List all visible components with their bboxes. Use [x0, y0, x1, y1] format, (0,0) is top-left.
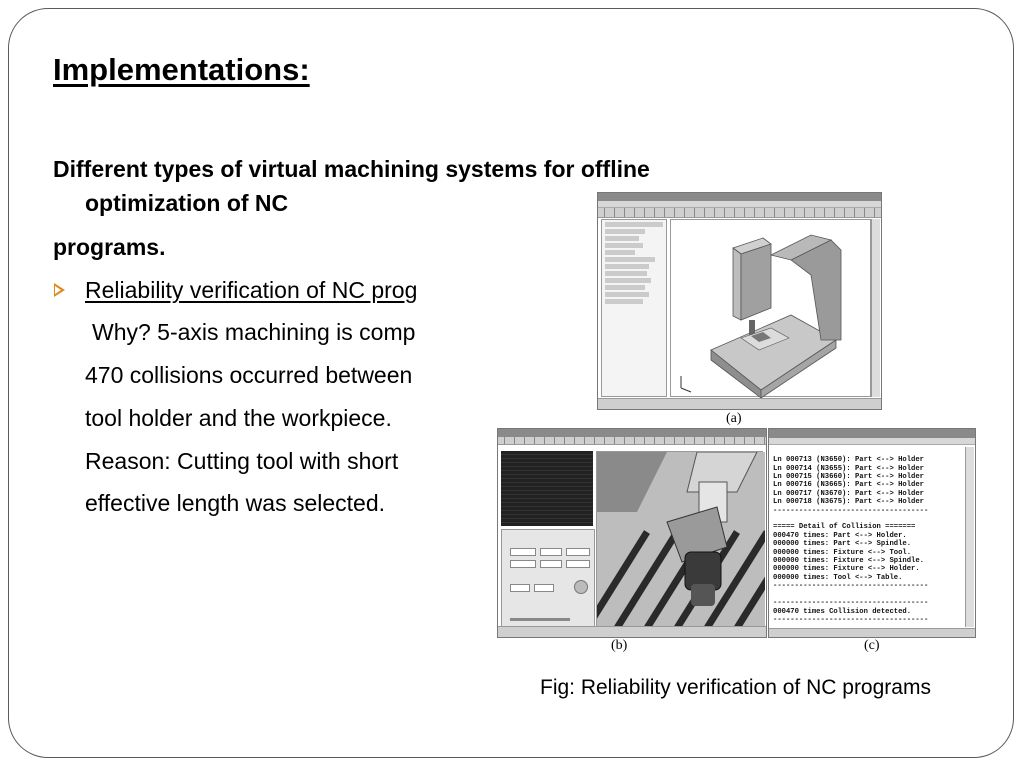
- log-line: Ln 000714 (N3655): Part <--> Holder: [773, 464, 924, 473]
- coord-field[interactable]: [510, 548, 536, 556]
- window-statusbar: [598, 398, 881, 409]
- log-line: 000000 times: Tool <--> Table.: [773, 573, 903, 582]
- log-line: Ln 000716 (N3665): Part <--> Holder: [773, 481, 924, 490]
- log-line: Ln 000715 (N3660): Part <--> Holder: [773, 473, 924, 481]
- intro-line-2: optimization of NC: [85, 190, 289, 216]
- window-titlebar: [598, 193, 881, 201]
- log-line: 000470 times Collision detected.: [773, 607, 912, 616]
- machine-3d-viewport: [670, 219, 871, 397]
- window-titlebar: [498, 429, 766, 437]
- log-line: 000470 times: Part <--> Holder.: [773, 531, 907, 540]
- intro-line-3: programs.: [53, 234, 166, 260]
- notepad-statusbar: [769, 628, 975, 637]
- body-line-3: tool holder and the workpiece.: [85, 405, 392, 431]
- window-menubar: [598, 201, 881, 208]
- simulation-viewport: [596, 451, 763, 627]
- screenshot-a: [597, 192, 882, 410]
- label-a: (a): [726, 411, 742, 426]
- toggle-button[interactable]: [574, 580, 588, 594]
- coord-field[interactable]: [540, 548, 562, 556]
- notepad-titlebar: [769, 429, 975, 438]
- log-line: ------------------------------------: [773, 582, 929, 591]
- window-toolbar: [598, 208, 881, 218]
- body-line-1: Why? 5-axis machining is comp: [92, 319, 416, 345]
- param-field[interactable]: [534, 584, 554, 592]
- notepad-menubar: [769, 438, 975, 445]
- slide-title: Implementations:: [53, 52, 310, 87]
- body-line-5: effective length was selected.: [85, 490, 386, 516]
- log-line: Ln 000718 (N3675): Part <--> Holder: [773, 498, 924, 507]
- viewport-scrollbar[interactable]: [871, 219, 880, 397]
- log-scrollbar[interactable]: [965, 447, 974, 627]
- label-c: (c): [864, 638, 880, 653]
- log-line: [773, 515, 963, 523]
- log-line: [773, 591, 963, 599]
- label-b: (b): [611, 638, 628, 653]
- screenshot-c: [768, 428, 976, 638]
- tool-collision-icon: [597, 452, 765, 628]
- window-statusbar: [498, 626, 766, 637]
- coord-field[interactable]: [540, 560, 562, 568]
- bullet-arrow-icon: [54, 283, 65, 297]
- screenshot-b: [497, 428, 767, 638]
- log-line: ===== Detail of Collision =======: [773, 523, 916, 532]
- body-line-2: 470 collisions occurred between: [85, 362, 413, 388]
- log-line: Ln 000713 (N3650): Part <--> Holder: [773, 456, 924, 465]
- log-line: Ln 000717 (N3670): Part <--> Holder: [773, 489, 924, 498]
- figure-caption: Fig: Reliability verification of NC programs: [540, 676, 931, 699]
- log-line: ------------------------------------: [773, 506, 929, 515]
- param-field[interactable]: [510, 584, 530, 592]
- intro-line-1: Different types of virtual machining systems for offline: [53, 156, 650, 182]
- nc-code-panel: [501, 451, 593, 526]
- speed-slider[interactable]: [510, 618, 570, 621]
- collision-log: [773, 456, 963, 624]
- log-line: 000000 times: Fixture <--> Holder.: [773, 565, 920, 574]
- coord-field[interactable]: [510, 560, 536, 568]
- bullet-link[interactable]: Reliability verification of NC prog: [85, 277, 418, 303]
- log-line: 000000 times: Fixture <--> Spindle.: [773, 557, 924, 566]
- coord-field[interactable]: [566, 548, 590, 556]
- log-line: ------------------------------------: [773, 615, 929, 624]
- log-line: 000000 times: Fixture <--> Tool.: [773, 548, 912, 557]
- machine-model-icon: [671, 220, 864, 400]
- log-line: ------------------------------------: [773, 599, 929, 608]
- body-line-4: Reason: Cutting tool with short: [85, 448, 399, 474]
- coord-field[interactable]: [566, 560, 590, 568]
- project-tree: [601, 219, 667, 397]
- window-toolbar: [498, 437, 766, 445]
- log-line: 000000 times: Part <--> Spindle.: [773, 540, 912, 549]
- coordinate-panel: [501, 529, 595, 638]
